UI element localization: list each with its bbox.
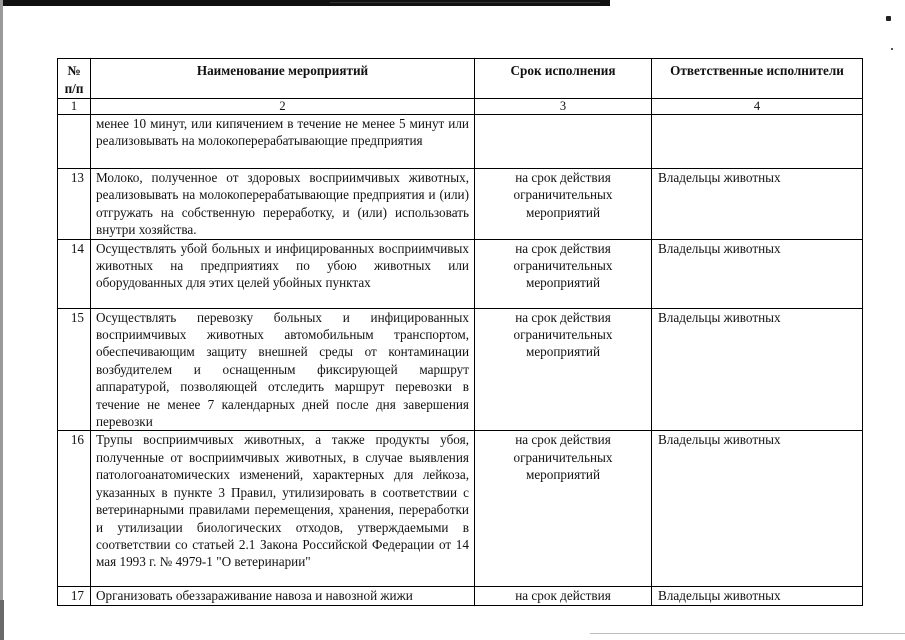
table-row	[58, 169, 863, 240]
responsible-text: Владельцы животных	[652, 587, 863, 605]
table-row	[58, 587, 863, 605]
term-text: на срок действия ограничительных мероприятий	[475, 239, 652, 308]
term-text: на срок действия ограничительных мероприятий	[475, 308, 652, 431]
scan-top-line	[330, 2, 600, 3]
row-number: 15	[58, 308, 91, 431]
row-number: 13	[58, 169, 91, 240]
responsible-text: Владельцы животных	[652, 239, 863, 308]
scan-bottom-line	[590, 633, 905, 634]
scan-speck	[886, 16, 891, 21]
column-number: 4	[652, 99, 863, 115]
table-header-row	[58, 59, 863, 99]
header-term: Срок исполнения	[475, 59, 652, 99]
table-row	[58, 239, 863, 308]
row-number: 17	[58, 587, 91, 605]
scan-left-edge-dark	[0, 600, 4, 640]
column-number: 2	[91, 99, 475, 115]
measure-text: Осуществлять перевозку больных и инфицированных восприимчивых животных автомобильным транспортом, обеспечивающим защиту внешней среды от контаминации возбудителем и оснащенным фиксирующей маршрут аппаратурой, позволяющей отследить маршрут перевозки в течение не менее 7 календарных дней после дня завершения перевозки	[91, 308, 475, 431]
header-num: № п/п	[58, 59, 91, 99]
responsible-text: Владельцы животных	[652, 169, 863, 240]
measure-text: менее 10 минут, или кипячением в течение не менее 5 минут или реализовывать на молокоперерабатывающие предприятия	[91, 115, 475, 169]
measure-text: Трупы восприимчивых животных, а также продукты убоя, полученные от восприимчивых животных, в случае выявления патологоанатомических изменений, характерных для лейкоза, указанных в пункте 3 Правил, утилизировать в соответствии с ветеринарными правилами перемещения, хранения, переработки и утилизации биологических отходов, утверждаемыми в соответствии со статьей 2.1 Закона Российской Федерации от 14 мая 1993 г. № 4979-1 "О ветеринарии"	[91, 431, 475, 587]
table-row	[58, 115, 863, 169]
row-number	[58, 115, 91, 169]
column-number: 3	[475, 99, 652, 115]
scan-left-edge	[0, 0, 3, 640]
responsible-text	[652, 115, 863, 169]
responsible-text: Владельцы животных	[652, 308, 863, 431]
header-name: Наименование мероприятий	[91, 59, 475, 99]
scan-top-border	[0, 0, 610, 6]
table-row	[58, 308, 863, 431]
row-number: 14	[58, 239, 91, 308]
term-text: на срок действия ограничительных мероприятий	[475, 431, 652, 587]
table-row	[58, 431, 863, 587]
column-number: 1	[58, 99, 91, 115]
responsible-text: Владельцы животных	[652, 431, 863, 587]
header-responsible: Ответственные исполнители	[652, 59, 863, 99]
scan-speck	[891, 48, 893, 50]
column-numbers-row	[58, 99, 863, 115]
term-text: на срок действия ограничительных мероприятий	[475, 169, 652, 240]
term-text	[475, 115, 652, 169]
term-text: на срок действия	[475, 587, 652, 605]
measure-text: Молоко, полученное от здоровых восприимчивых животных, реализовывать на молокоперерабатывающие предприятия и (или) отгружать на собственную переработку, и (или) использовать внутри хозяйства.	[91, 169, 475, 240]
measures-table	[57, 58, 863, 606]
measure-text: Организовать обеззараживание навоза и навозной жижи	[91, 587, 475, 605]
row-number: 16	[58, 431, 91, 587]
measure-text: Осуществлять убой больных и инфицированных восприимчивых животных на предприятиях по убою животных или оборудованных для этих целей убойных пунктах	[91, 239, 475, 308]
